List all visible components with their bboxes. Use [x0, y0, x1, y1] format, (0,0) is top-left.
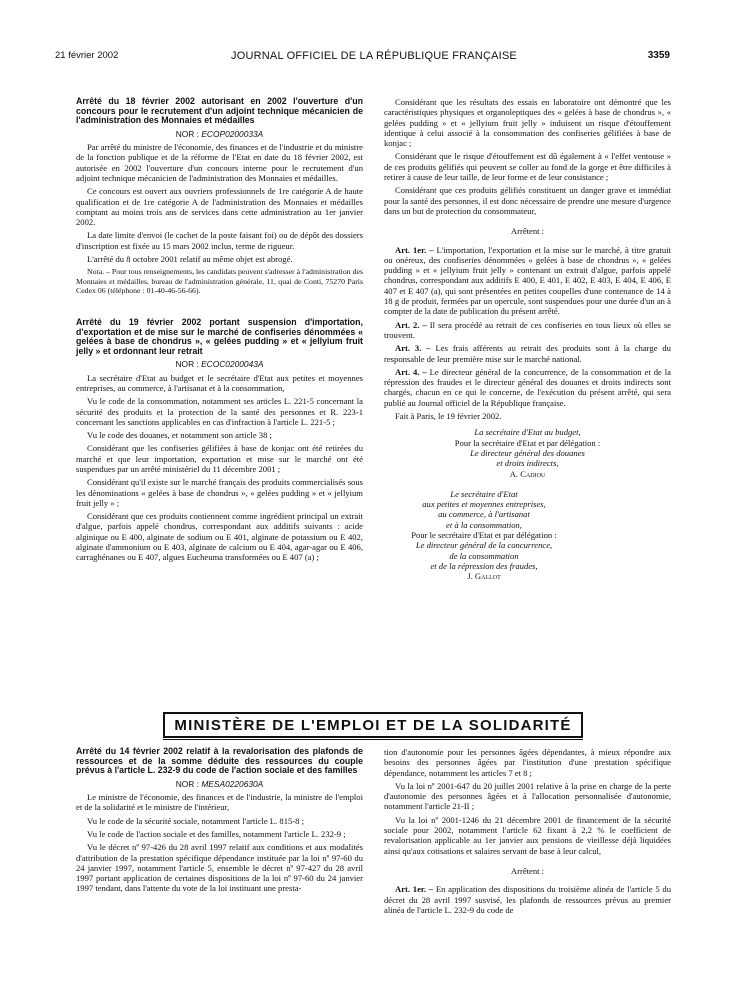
- right-column-top: [384, 97, 671, 581]
- page-header: [0, 0, 748, 62]
- divider: [163, 739, 583, 740]
- paragraph: Considérant que le risque d'étouffement est dû également à « l'effet ventouse » de ces produits gélifiés qui peuvent se coller au fond de la gorge et être difficiles à retirer à cause de leur taille, de leur forme et de leur consistance ;: [384, 151, 671, 183]
- paragraph: La date limite d'envoi (le cachet de la poste faisant foi) ou de dépôt des dossiers d'inscription est fixée au 15 mars 2002 inclus, terme de rigueur.: [76, 230, 363, 251]
- journal-title: JOURNAL OFFICIEL DE LA RÉPUBLIQUE FRANÇAISE: [231, 50, 517, 62]
- paragraph: Considérant qu'il existe sur le marché français des produits commercialisés sous les dénominations « gelées à base de chondrus », « gelées pudding » et « jellyium fruit jelly » ;: [76, 477, 363, 508]
- nor-reference: NOR : ECOC0200043A: [175, 359, 264, 370]
- left-column-bottom: [76, 747, 363, 897]
- paragraph: Vu le code de l'action sociale et des familles, notamment l'article L. 232-9 ;: [87, 828, 346, 839]
- paragraph: Vu la loi nº 2001-647 du 20 juillet 2001 relative à la prise en charge de la perte d'autonomie des personnes âgées et à l'allocation personnalisée d'autonomie, notamment l'article 21-II ;: [384, 780, 671, 812]
- paragraph: Considérant que les confiseries gélifiées à base de konjac ont été retirées du marché et que leur importation, exportation et mise sur le marché ont été suspendues par un arrêté ministériel du 11 décembre 2001 ;: [76, 443, 363, 474]
- arretent-heading: Arrêtent :: [510, 865, 545, 876]
- article: Art. 2. – Il sera procédé au retrait de ces confiseries en tous lieux où elles se trouvent.: [384, 319, 671, 340]
- page-number: 3359: [647, 50, 670, 61]
- ministry-banner: [163, 712, 583, 738]
- signature-block-commerce: Le secrétaire d'Etat aux petites et moyennes entreprises, au commerce, à l'artisanat et à la consommation, Pour le secrétaire d'Etat et par délégation : Le directeur général de la concurrence, de la consommation et de la répression des fraudes, J. Gallot: [411, 488, 557, 582]
- paragraph: La secrétaire d'Etat au budget et le secrétaire d'Etat aux petites et moyennes entreprises, au commerce, à l'artisanat et à la consommation,: [76, 372, 363, 393]
- nor-reference: NOR : ECOP0200033A: [175, 128, 264, 139]
- paragraph: tion d'autonomie pour les personnes âgées dépendantes, à mieux répondre aux besoins des personnes âgées par l'institution d'une prestation spécifique dépendance, notamment les articles 7 et 8 ;: [384, 747, 671, 778]
- paragraph: Le ministre de l'économie, des finances et de l'industrie, la ministre de l'emploi et de la solidarité et le ministre de l'intérieur,: [76, 792, 363, 813]
- signature-block-budget: La secrétaire d'Etat au budget, Pour la secrétaire d'Etat et par délégation : Le directeur général des douanes et droits indirects, A. Cadiou: [454, 427, 601, 479]
- ministry-title: MINISTÈRE DE L'EMPLOI ET DE LA SOLIDARITÉ: [174, 716, 572, 734]
- arretent-heading: Arrêtent :: [510, 226, 545, 237]
- nor-reference: NOR : MESA0220630A: [175, 778, 264, 789]
- paragraph: Vu la loi nº 2001-1246 du 21 décembre 2001 de financement de la sécurité sociale pour 2002, notamment l'article 62 fixant à 2,2 % le coefficient de revalorisation applicable au 1er janvier aux pensions de vieillesse déjà liquidées ainsi qu'aux cotisations et salaires servant de base à leur calcul,: [384, 814, 671, 856]
- article: Art. 3. – Les frais afférents au retrait des produits sont à la charge du responsable de leur première mise sur le marché national.: [384, 343, 671, 364]
- paragraph: Par arrêté du ministre de l'économie, des finances et de l'industrie et du ministre de la fonction publique et de la réforme de l'Etat en date du 18 février 2002, est autorisée en 2002 l'ouverture d'un concours interne pour le recrutement d'un adjoint technique mécanicien de l'administration des Monnaies et médailles.: [76, 142, 363, 183]
- article: Art. 1er. – En application des dispositions du troisième alinéa de l'article 5 du décret du 28 avril 1997 susvisé, les plafonds de ressources prévus au premier alinéa de l'article L. 232-9 du code de: [384, 884, 671, 915]
- fait-line: Fait à Paris, le 19 février 2002.: [395, 411, 502, 422]
- paragraph: Considérant que les résultats des essais en laboratoire ont démontré que les caractéristiques physiques et organoleptiques des « gelées à base de chondrus », « gelées pudding » et « jellyium fruit jelly » induisent un risque d'étouffement identique à celui associé à la consommation des confiseries gélifiées à base de konjac ;: [384, 97, 671, 149]
- paragraph: Vu le code des douanes, et notamment son article 38 ;: [87, 430, 272, 441]
- article: Art. 4. – Le directeur général de la concurrence, de la consommation et de la répression des fraudes et le directeur général des douanes et droits indirects sont chargés, chacun en ce qui le concerne, de l'exécution du présent arrêté, qui sera publié au Journal officiel de la République française.: [384, 366, 671, 408]
- paragraph: Vu le décret nº 97-426 du 28 avril 1997 relatif aux conditions et aux modalités d'attribution de la prestation spécifique dépendance instituée par la loi nº 97-60 du 24 janvier 1997, notamment l'article 5, ensemble le décret nº 97-427 du 28 avril 1997 portant application de certaines dispositions de la loi nº 97-60 du 24 janvier 1997 tendant, dans l'attente du vote de la loi instituant une presta-: [76, 842, 363, 894]
- decree-title: Arrêté du 14 février 2002 relatif à la revalorisation des plafonds de ressources et de la somme déduite des ressources du couple prévus à l'article L. 232-9 du code de l'action sociale et des familles: [76, 746, 363, 776]
- paragraph: Vu le code de la sécurité sociale, notamment l'article L. 815-8 ;: [87, 815, 304, 826]
- paragraph: Considérant que ces produits contiennent comme ingrédient principal un extrait d'algue, parfois appelé chondrus, correspondant aux additifs suivants : acide alginique ou E 400, alginate de sodium ou E 401, alginate de potassium ou E 402, alginate d'ammonium ou E 403, alginate de calcium ou E 404, agar-agar ou E 406, carraghénanes ou E 407, algues Eucheuma transformées ou E 407 (a) ;: [76, 511, 363, 563]
- left-column-top: [76, 97, 363, 566]
- paragraph: Considérant que ces produits gélifiés constituent un danger grave et immédiat pour la santé des personnes, il est donc nécessaire de prendre une mesure d'urgence dans un but de protection du consommateur,: [384, 185, 671, 216]
- article: Art. 1er. – L'importation, l'exportation et la mise sur le marché, à titre gratuit ou onéreux, des confiseries dénommées « gelées à base de chondrus », « gelées pudding » et « jellyium fruit jelly » contenant un extrait d'algue, parfois appelé chondrus, correspondant aux additifs E 400, E 401, E 402, E 403, E 404, E 406, E 407 et E 407 (a), qui sont présentées en petites coupelles d'une contenance de 14 à 18 g de produit, fermées par un opercule, sont suspendues pour une durée d'un an à compter de la date de publication du présent arrêté.: [384, 244, 671, 317]
- paragraph: L'arrêté du 8 octobre 2001 relatif au même objet est abrogé.: [87, 254, 293, 265]
- nota-note: Nota. – Pour tous renseignements, les candidats peuvent s'adresser à l'administration des Monnaies et médailles, bureau de l'administration générale, 11, quai de Conti, 75270 Paris Cedex 06 (téléphone : 01-40-46-56-66).: [76, 267, 363, 295]
- paragraph: Vu le code de la consommation, notamment ses articles L. 221-5 concernant la sécurité des produits et la protection de la santé des personnes et R. 223-1 concernant les sanctions applicables en cas d'infraction à l'article L. 221-5 ;: [76, 396, 363, 427]
- header-date: 21 février 2002: [55, 50, 119, 61]
- decree-title: Arrêté du 18 février 2002 autorisant en 2002 l'ouverture d'un concours pour le recrutement d'un adjoint technique mécanicien de l'administration des Monnaies et médailles: [76, 96, 363, 126]
- right-column-bottom: [384, 747, 671, 918]
- paragraph: Ce concours est ouvert aux ouvriers professionnels de 1re catégorie A de haute qualification et de 1re catégorie A de l'administration des Monnaies et médailles comptant au moins trois ans de services dans cette administration au 1er janvier 2002.: [76, 186, 363, 228]
- decree-title: Arrêté du 19 février 2002 portant suspension d'importation, d'exportation et de mise sur le marché de confiseries dénommées « gelées à base de chondrus », « gelées pudding » et « jellyium fruit jelly » et ordonnant leur retrait: [76, 316, 363, 356]
